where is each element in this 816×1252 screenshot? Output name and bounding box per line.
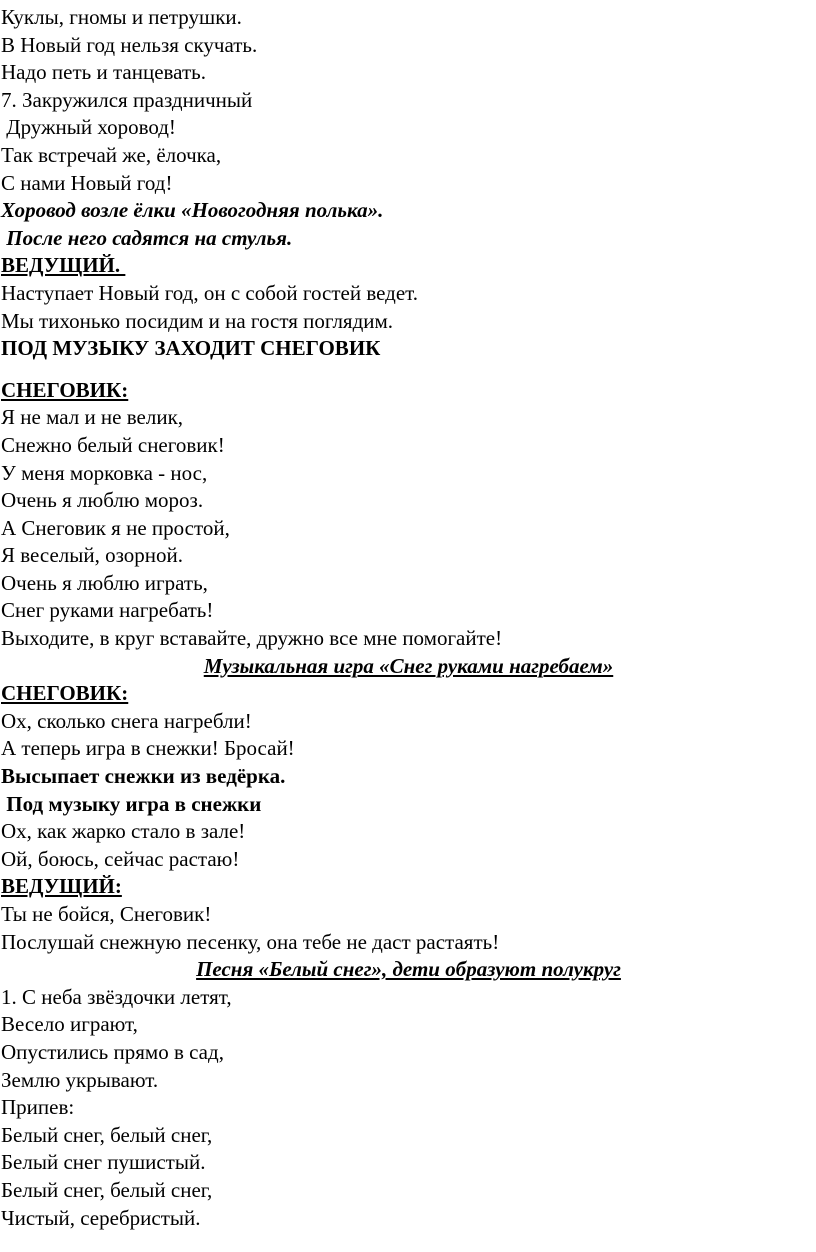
text-line: А теперь игра в снежки! Бросай! <box>1 736 295 761</box>
speaker-heading: СНЕГОВИК: <box>1 377 129 402</box>
text-line: Снег руками нагребать! <box>1 598 214 623</box>
stage-direction: Высыпает снежки из ведёрка. <box>1 764 286 789</box>
activity-title: Песня «Белый снег», дети образуют полукруг <box>196 957 621 982</box>
text-line: Ой, боюсь, сейчас растаю! <box>1 846 240 871</box>
text-line: Ох, как жарко стало в зале! <box>1 819 246 844</box>
stage-direction: После него садятся на стулья. <box>1 225 293 250</box>
text-line: Землю укрывают. <box>1 1067 159 1092</box>
text-line: Белый снег, белый снег, <box>1 1177 213 1202</box>
text-line: Очень я люблю играть, <box>1 570 208 595</box>
text-line: Снежно белый снеговик! <box>1 432 225 457</box>
text-line: Куклы, гномы и петрушки. <box>1 5 242 29</box>
text-line: У меня морковка - нос, <box>1 460 208 485</box>
speaker-heading: ВЕДУЩИЙ: <box>1 874 122 899</box>
text-line: Я веселый, озорной. <box>1 543 184 568</box>
stage-direction: Под музыку игра в снежки <box>1 791 262 816</box>
text-line: Припев: <box>1 1095 75 1120</box>
text-line: Чистый, серебристый. <box>1 1205 201 1230</box>
text-line: А Снеговик я не простой, <box>1 515 230 540</box>
text-line: Наступает Новый год, он с собой гостей ведет. <box>1 280 419 305</box>
text-line: В Новый год нельзя скучать. <box>1 32 258 57</box>
text-line: 7. Закружился праздничный <box>1 87 253 112</box>
stage-direction: ПОД МУЗЫКУ ЗАХОДИТ СНЕГОВИК <box>1 336 381 361</box>
text-line: Я не мал и не велик, <box>1 405 184 430</box>
text-line: Очень я люблю мороз. <box>1 488 204 513</box>
text-line: 1. С неба звёздочки летят, <box>1 984 232 1009</box>
speaker-heading: СНЕГОВИК: <box>1 681 129 706</box>
text-line: Белый снег пушистый. <box>1 1150 206 1175</box>
text-line: Выходите, в круг вставайте, дружно все мне помогайте! <box>1 626 503 651</box>
text-line: Ты не бойся, Снеговик! <box>1 902 212 926</box>
text-line: Весело играют, <box>1 1012 138 1037</box>
text-line: С нами Новый год! <box>1 170 173 195</box>
text-line: Так встречай же, ёлочка, <box>1 142 222 167</box>
text-line: Белый снег, белый снег, <box>1 1122 213 1147</box>
text-line: Надо петь и танцевать. <box>1 60 206 85</box>
stage-direction: Хоровод возле ёлки «Новогодняя полька». <box>1 198 384 223</box>
text-line: Опустились прямо в сад, <box>1 1039 224 1064</box>
text-line: Мы тихонько посидим и на гостя поглядим. <box>1 308 394 333</box>
speaker-heading: ВЕДУЩИЙ. <box>1 253 126 278</box>
text-line: Дружный хоровод! <box>1 115 176 140</box>
blank-line <box>1 363 816 377</box>
text-line: Послушай снежную песенку, она тебе не даст растаять! <box>1 929 500 954</box>
text-line: Ох, сколько снега нагребли! <box>1 708 252 733</box>
activity-title: Музыкальная игра «Снег руками нагребаем» <box>203 653 614 678</box>
